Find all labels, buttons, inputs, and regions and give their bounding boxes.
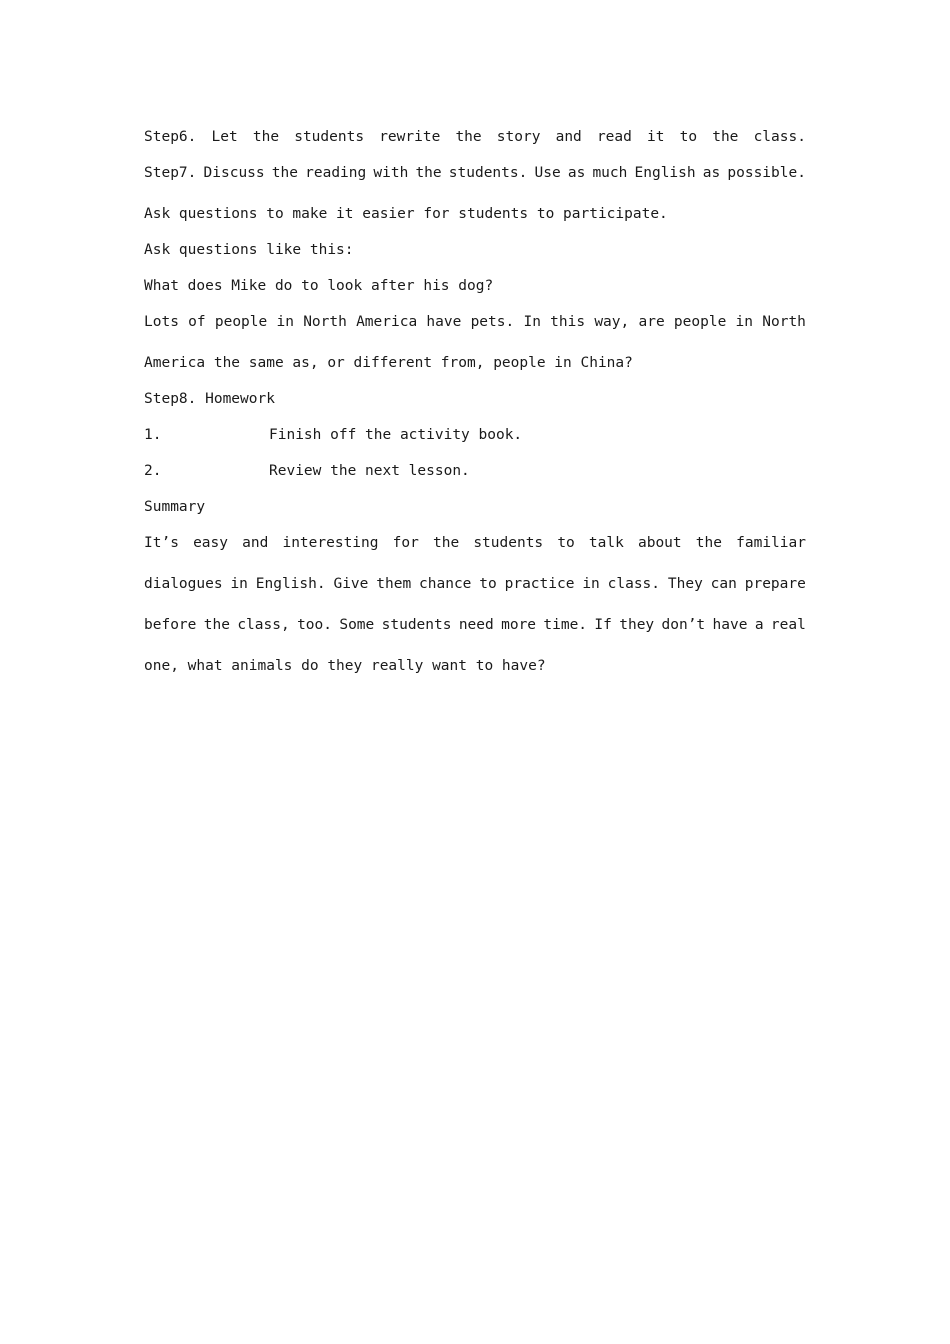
word: too. xyxy=(297,617,332,633)
word: more xyxy=(501,617,537,633)
homework-item-number: 1. xyxy=(144,427,162,443)
word: can xyxy=(710,576,737,592)
word: Discuss xyxy=(203,165,265,181)
question-north-america-line1 xyxy=(144,309,806,350)
homework-item xyxy=(144,458,806,494)
word: Give xyxy=(333,576,369,592)
ask-questions-easier-line: Ask questions to make it easier for students to participate. xyxy=(144,206,668,222)
word: easy xyxy=(193,535,228,551)
step7-line xyxy=(144,160,806,201)
word: the xyxy=(432,535,460,551)
word: this xyxy=(550,314,586,330)
homework-item-text: Review the next lesson. xyxy=(269,463,470,479)
word: it xyxy=(647,129,665,145)
word: class. xyxy=(753,129,806,145)
word: class. xyxy=(607,576,661,592)
word: and xyxy=(242,535,269,551)
word: reading xyxy=(305,165,367,181)
word: the xyxy=(203,617,230,633)
step6-line xyxy=(144,124,806,160)
word: prepare xyxy=(744,576,806,592)
word: familiar xyxy=(736,535,806,551)
word: for xyxy=(392,535,419,551)
word: story xyxy=(496,129,541,145)
word: practice xyxy=(504,576,575,592)
word: the xyxy=(455,129,482,145)
summary-line-1 xyxy=(144,530,806,571)
word: in xyxy=(582,576,600,592)
question-mike-line: What does Mike do to look after his dog? xyxy=(144,278,494,294)
word: pets. xyxy=(470,314,515,330)
word: don’t xyxy=(661,617,706,633)
word: Lots xyxy=(144,314,179,330)
word: people xyxy=(214,314,268,330)
summary-line-3 xyxy=(144,612,806,653)
word: rewrite xyxy=(379,129,441,145)
summary-heading: Summary xyxy=(144,499,206,515)
question-north-america-line2: America the same as, or different from, people in China? xyxy=(144,355,633,371)
word: in xyxy=(735,314,754,330)
step8-homework-heading: Step8. Homework xyxy=(144,391,275,407)
word: Some xyxy=(339,617,375,633)
word: in xyxy=(276,314,294,330)
word: need xyxy=(458,617,494,633)
word: time. xyxy=(543,617,588,633)
word: interesting xyxy=(282,535,379,551)
word: they xyxy=(619,617,655,633)
word: about xyxy=(637,535,682,551)
word: North xyxy=(762,314,806,330)
word: as xyxy=(567,165,586,181)
word: North xyxy=(303,314,347,330)
word: as xyxy=(702,165,721,181)
word: the xyxy=(271,165,298,181)
word: to xyxy=(679,129,698,145)
word: in xyxy=(230,576,248,592)
word: Let xyxy=(211,129,238,145)
document-body xyxy=(144,124,806,689)
homework-item-text: Finish off the activity book. xyxy=(269,427,523,443)
word: talk xyxy=(588,535,624,551)
word: dialogues xyxy=(144,576,223,592)
word: Use xyxy=(534,165,561,181)
homework-item xyxy=(144,422,806,458)
word: to xyxy=(479,576,497,592)
word: In xyxy=(523,314,541,330)
word: way, xyxy=(594,314,630,330)
word: class, xyxy=(237,617,290,633)
word: It’s xyxy=(144,535,179,551)
word: chance xyxy=(419,576,472,592)
word: America xyxy=(356,314,418,330)
word: have xyxy=(712,617,748,633)
word: the xyxy=(712,129,739,145)
word: the xyxy=(252,129,280,145)
summary-line-2 xyxy=(144,571,806,612)
word: students xyxy=(381,617,452,633)
word: Step6. xyxy=(144,129,197,145)
word: If xyxy=(594,617,612,633)
word: possible. xyxy=(727,165,806,181)
word: are xyxy=(638,314,665,330)
word: read xyxy=(596,129,632,145)
word: students. xyxy=(448,165,528,181)
word: Step7. xyxy=(144,165,197,181)
word: a xyxy=(754,617,764,633)
word: have xyxy=(426,314,462,330)
word: They xyxy=(667,576,703,592)
word: English xyxy=(634,165,696,181)
word: before xyxy=(144,617,197,633)
word: and xyxy=(555,129,582,145)
homework-item-number: 2. xyxy=(144,463,162,479)
word: of xyxy=(188,314,206,330)
word: students xyxy=(294,129,365,145)
word: to xyxy=(557,535,575,551)
word: them xyxy=(376,576,412,592)
word: people xyxy=(673,314,727,330)
word: the xyxy=(415,165,442,181)
word: real xyxy=(770,617,806,633)
word: with xyxy=(373,165,409,181)
word: much xyxy=(592,165,628,181)
word: the xyxy=(695,535,722,551)
word: English. xyxy=(255,576,326,592)
summary-line-4: one, what animals do they really want to have? xyxy=(144,658,546,674)
ask-like-this-line: Ask questions like this: xyxy=(144,242,354,258)
word: students xyxy=(473,535,544,551)
